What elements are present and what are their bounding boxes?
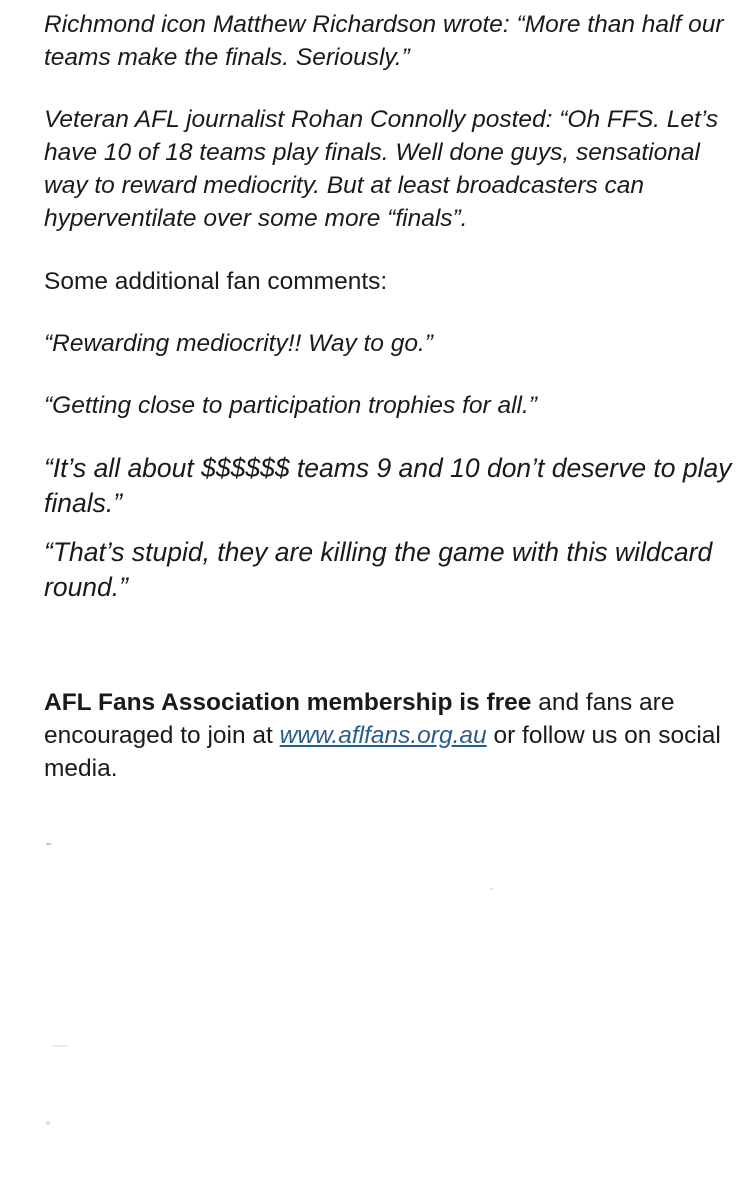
fan-comment: “Getting close to participation trophies for all.”: [44, 392, 537, 419]
footer-text-end: or follow us on social media.: [44, 722, 721, 782]
membership-footer: [44, 686, 734, 785]
fan-comment: “Rewarding mediocrity!! Way to go.”: [44, 330, 433, 357]
footer-text: and fans are encouraged to join at: [44, 689, 675, 749]
scan-speck: [52, 1045, 68, 1047]
scan-speck: [490, 888, 493, 890]
fan-comments-heading: Some additional fan comments:: [44, 268, 388, 295]
richardson-quote: Richmond icon Matthew Richardson wrote: “More than half our teams make the finals. Seriously.”: [44, 11, 724, 71]
scan-speck: [46, 843, 51, 845]
aflfans-link[interactable]: www.aflfans.org.au: [279, 722, 487, 749]
membership-free-text: AFL Fans Association membership is free: [44, 689, 532, 716]
connolly-quote: Veteran AFL journalist Rohan Connolly posted: “Oh FFS. Let’s have 10 of 18 teams play finals. Well done guys, sensational way to reward mediocrity. But at least broadcasters can hyperventilate over some more “finals”.: [44, 106, 719, 232]
scan-speck: [46, 1121, 50, 1125]
article-body: [44, 8, 734, 785]
fan-comment: “It’s all about $$$$$$ teams 9 and 10 don’t deserve to play finals.”: [44, 453, 732, 518]
fan-comment: “That’s stupid, they are killing the game with this wildcard round.”: [44, 537, 713, 602]
